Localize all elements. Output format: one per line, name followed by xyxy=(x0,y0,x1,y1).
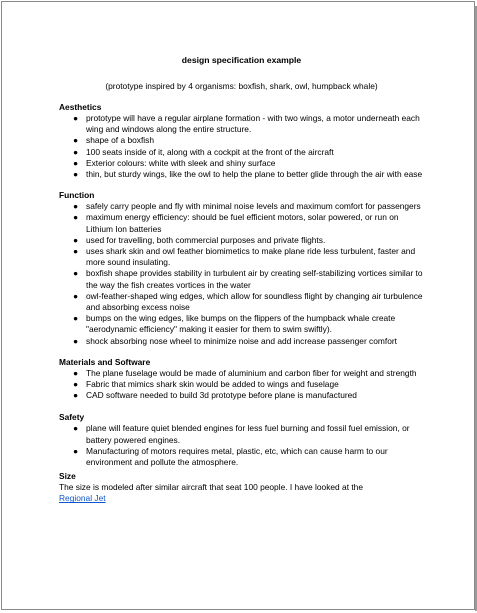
list-item: ● 100 seats inside of it, along with a cockpit at the front of the aircraft xyxy=(73,146,334,157)
list-item: ● shape of a boxfish xyxy=(73,135,154,146)
list-item: ● boxfish shape provides stability in turbulent air by creating self-stabilizing vortices similar to the way the fish creates vortices in the water xyxy=(73,268,423,290)
list-item: ● Manufacturing of motors requires metal, plastic, etc, which can cause harm to our environment and pollute the atmosphere. xyxy=(73,445,388,468)
list-item: ● bumps on the wing edges, like bumps on the flippers of the humpback whale create "aerodynamic efficiency" making it easier for them to swim swiftly). xyxy=(73,313,396,335)
list-item: ● safely carry people and fly with minimal noise levels and maximum comfort for passengers xyxy=(73,201,421,212)
section-safety xyxy=(59,412,424,468)
list-item: ● Exterior colours: white with sleek and shiny surface xyxy=(73,157,276,168)
bullet-list xyxy=(59,201,424,347)
section-heading: Size xyxy=(59,471,76,482)
regional-jet-link[interactable]: Regional Jet xyxy=(59,493,106,504)
bullet-icon: ● xyxy=(73,290,79,301)
section-heading: Aesthetics xyxy=(59,102,102,112)
list-item: ● maximum energy efficiency: should be fuel efficient motors, solar powered, or run on Lithium Ion batteries xyxy=(73,212,399,234)
section-function xyxy=(59,190,424,347)
section-size xyxy=(59,471,424,504)
list-item: ● plane will feature quiet blended engines for less fuel burning and fossil fuel emission, or battery powered engines. xyxy=(73,423,410,445)
list-item: ● The plane fuselage would be made of aluminium and carbon fiber for weight and strength xyxy=(73,367,417,378)
list-item: ● thin, but sturdy wings, like the owl to help the plane to better glide through the air with ease xyxy=(73,169,423,180)
list-item: ● Fabric that mimics shark skin would be added to wings and fuselage xyxy=(73,379,339,390)
bullet-icon: ● xyxy=(73,201,79,212)
section-materials-and-software xyxy=(59,357,424,402)
list-item: ● owl-feather-shaped wing edges, which allow for soundless flight by changing air turbulence and absorbing excess noise xyxy=(73,290,423,313)
bullet-icon: ● xyxy=(73,367,79,378)
list-item: ● uses shark skin and owl feather biomimetics to make plane ride less turbulent, faster and more sound insulating. xyxy=(73,246,416,268)
list-item: ● used for travelling, both commercial purposes and private flights. xyxy=(73,234,326,245)
document-title: design specification example xyxy=(181,55,302,65)
bullet-icon: ● xyxy=(73,445,79,456)
section-heading: Safety xyxy=(59,412,85,423)
list-item: ● shock absorbing nose wheel to minimize noise and add increase passenger comfort xyxy=(73,335,397,346)
list-item: ● prototype will have a regular airplane formation - with two wings, a motor underneath each wing and windows along the entire structure. xyxy=(73,113,420,135)
bullet-icon: ● xyxy=(73,135,79,146)
section-heading: Function xyxy=(59,190,95,201)
bullet-icon: ● xyxy=(73,423,79,434)
document-subtitle: (prototype inspired by 4 organisms: boxfish, shark, owl, humpback whale) xyxy=(105,81,378,91)
section-heading: Materials and Software xyxy=(59,356,151,367)
bullet-icon: ● xyxy=(73,390,79,401)
bullet-list xyxy=(59,113,424,180)
bullet-icon: ● xyxy=(73,146,79,157)
bullet-icon: ● xyxy=(73,212,79,223)
bullet-icon: ● xyxy=(73,169,79,180)
bullet-list xyxy=(59,368,424,402)
document-page xyxy=(1,1,475,610)
document-body xyxy=(59,54,424,505)
size-text: The size is modeled after similar aircraft that seat 100 people. I have looked at the xyxy=(59,482,363,493)
bullet-icon: ● xyxy=(73,157,79,168)
size-paragraph xyxy=(59,482,424,504)
bullet-icon: ● xyxy=(73,113,79,123)
bullet-icon: ● xyxy=(73,246,79,257)
section-aesthetics xyxy=(59,102,424,180)
list-item: ● CAD software needed to build 3d prototype before plane is manufactured xyxy=(73,390,357,401)
bullet-list xyxy=(59,423,424,468)
bullet-icon: ● xyxy=(73,335,79,346)
bullet-icon: ● xyxy=(73,234,79,245)
bullet-icon: ● xyxy=(73,313,79,324)
bullet-icon: ● xyxy=(73,268,79,279)
bullet-icon: ● xyxy=(73,379,79,390)
